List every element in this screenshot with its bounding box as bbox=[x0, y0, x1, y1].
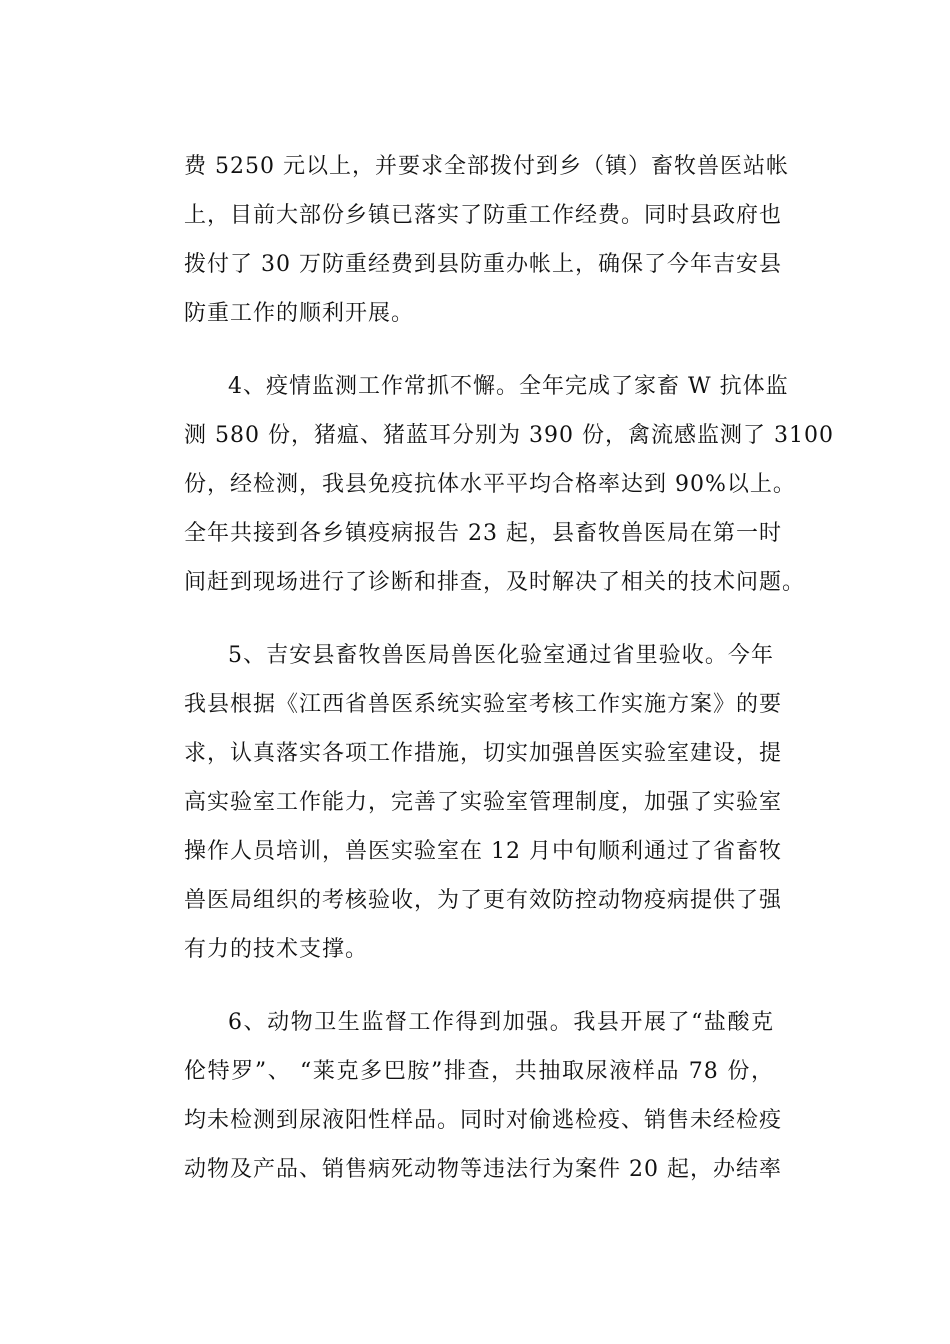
text-line: 兽医局组织的考核验收，为了更有效防控动物疫病提供了强 bbox=[184, 888, 783, 913]
text-line: 份，经检测，我县免疫抗体水平平均合格率达到 90%以上。 bbox=[184, 472, 796, 497]
paragraph-1 bbox=[184, 142, 789, 338]
text-line: 防重工作的顺利开展。 bbox=[184, 301, 415, 326]
text-line: 求，认真落实各项工作措施，切实加强兽医实验室建设，提 bbox=[184, 741, 783, 766]
text-line: 测 580 份，猪瘟、猪蓝耳分别为 390 份，禽流感监测了 3100 bbox=[184, 423, 834, 448]
paragraph-spacer bbox=[184, 607, 774, 631]
text-line: 动物及产品、销售病死动物等违法行为案件 20 起，办结率 bbox=[184, 1157, 782, 1182]
text-line: 操作人员培训，兽医实验室在 12 月中旬顺利通过了省畜牧 bbox=[184, 839, 782, 864]
text-line: 全年共接到各乡镇疫病报告 23 起，县畜牧兽医局在第一时 bbox=[184, 521, 782, 546]
text-line: 间赶到现场进行了诊断和排查，及时解决了相关的技术问题。 bbox=[184, 570, 806, 595]
text-line: 均未检测到尿液阳性样品。同时对偷逃检疫、销售未经检疫 bbox=[184, 1108, 783, 1133]
paragraph-4 bbox=[184, 998, 783, 1194]
paragraph-2 bbox=[184, 362, 834, 607]
text-line: 6、动物卫生监督工作得到加强。我县开展了“盐酸克 bbox=[228, 1010, 774, 1035]
document-body bbox=[184, 142, 834, 1194]
text-line: 有力的技术支撑。 bbox=[184, 937, 369, 962]
text-line: 费 5250 元以上，并要求全部拨付到乡（镇）畜牧兽医站帐 bbox=[184, 154, 789, 179]
text-line: 5、吉安县畜牧兽医局兽医化验室通过省里验收。今年 bbox=[228, 643, 774, 668]
paragraph-spacer bbox=[184, 338, 774, 362]
text-line: 4、疫情监测工作常抓不懈。全年完成了家畜 W 抗体监 bbox=[228, 374, 789, 399]
paragraph-spacer bbox=[184, 974, 774, 998]
paragraph-3 bbox=[184, 631, 783, 974]
text-line: 拨付了 30 万防重经费到县防重办帐上，确保了今年吉安县 bbox=[184, 252, 782, 277]
text-line: 我县根据《江西省兽医系统实验室考核工作实施方案》的要 bbox=[184, 692, 783, 717]
text-line: 高实验室工作能力，完善了实验室管理制度，加强了实验室 bbox=[184, 790, 783, 815]
text-line: 伦特罗”、 “莱克多巴胺”排查，共抽取尿液样品 78 份， bbox=[184, 1059, 774, 1084]
text-line: 上，目前大部份乡镇已落实了防重工作经费。同时县政府也 bbox=[184, 203, 783, 228]
